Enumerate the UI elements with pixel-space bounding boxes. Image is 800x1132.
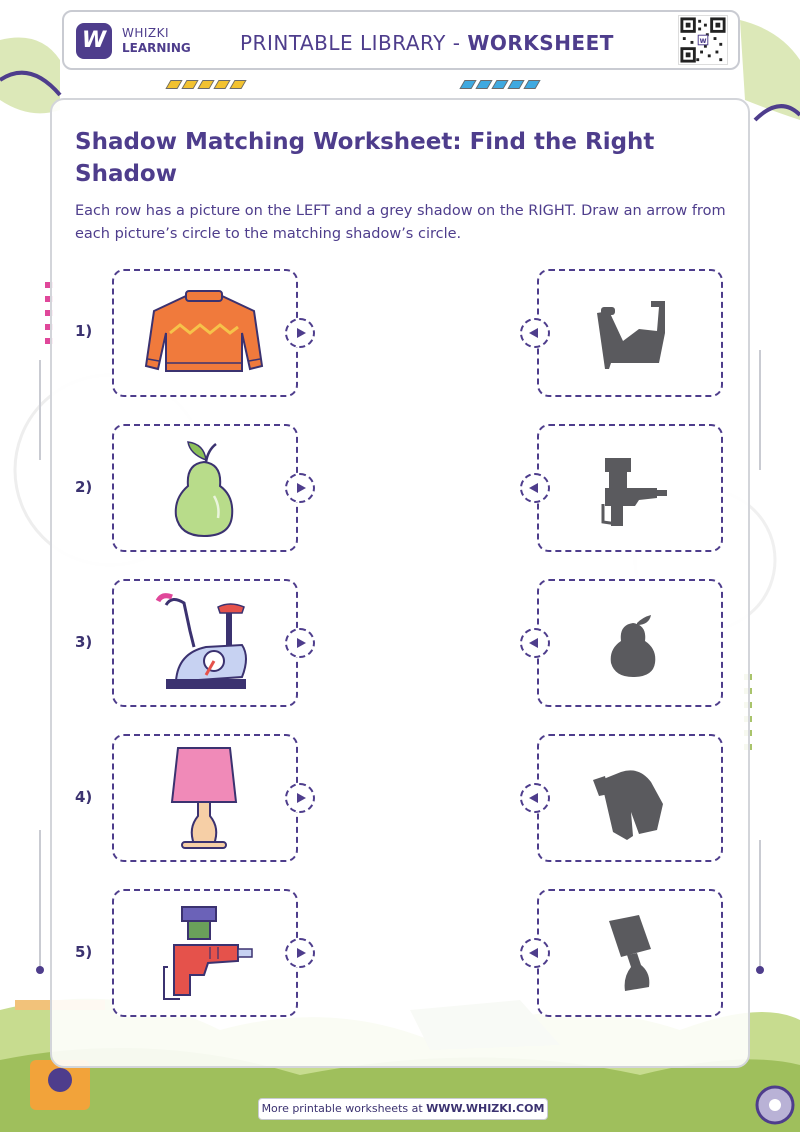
pear-shadow-icon [539,581,720,704]
header-ticks-left [168,80,244,89]
sweater-icon [114,271,295,394]
left-card-4 [112,734,298,862]
left-card-3 [112,579,298,707]
lamp-shadow-icon [539,891,720,1014]
row-number-4: 4) [75,788,93,806]
picture-dot-3[interactable] [285,628,315,658]
shadow-dot-2[interactable] [520,473,550,503]
shadow-dot-3[interactable] [520,628,550,658]
right-card-3 [537,579,723,707]
exercise-bike-shadow-icon [539,271,720,394]
row-number-3: 3) [75,633,93,651]
brand-line-2: LEARNING [122,41,191,55]
right-card-2 [537,424,723,552]
footer-site[interactable]: WWW.WHIZKI.COM [426,1102,545,1115]
picture-dot-2[interactable] [285,473,315,503]
row-number-2: 2) [75,478,93,496]
left-card-5 [112,889,298,1017]
brand-name [122,26,191,56]
header-title-strong: WORKSHEET [467,31,614,55]
header-ticks-right [462,80,538,89]
lamp-icon [114,736,295,859]
instructions-text: Each row has a picture on the LEFT and a grey shadow on the RIGHT. Draw an arrow from each picture’s circle to the matching shadow’s circle. [75,203,726,242]
exercise-bike-icon [114,581,295,704]
page-header [62,10,740,70]
picture-dot-4[interactable] [285,783,315,813]
qr-code-icon[interactable] [678,15,728,65]
picture-dot-5[interactable] [285,938,315,968]
drill-shadow-icon [539,426,720,549]
right-card-4 [537,734,723,862]
header-title-prefix: PRINTABLE LIBRARY - [240,31,468,55]
brand-line-1: WHIZKI [122,26,170,40]
svg-text:w: w [699,35,707,45]
left-card-1 [112,269,298,397]
row-number-5: 5) [75,943,93,961]
header-title [240,31,614,55]
shadow-dot-5[interactable] [520,938,550,968]
sweater-shadow-icon [539,736,720,859]
left-card-2 [112,424,298,552]
right-card-1 [537,269,723,397]
logo-icon: W [76,23,112,59]
row-number-1: 1) [75,322,93,340]
page-title: Shadow Matching Worksheet: Find the Right Shadow [75,129,655,187]
pear-icon [114,426,295,549]
shadow-dot-4[interactable] [520,783,550,813]
drill-icon [114,891,295,1014]
right-card-5 [537,889,723,1017]
footer-link[interactable] [258,1098,548,1120]
shadow-dot-1[interactable] [520,318,550,348]
footer-prefix: More printable worksheets at [261,1102,427,1115]
picture-dot-1[interactable] [285,318,315,348]
